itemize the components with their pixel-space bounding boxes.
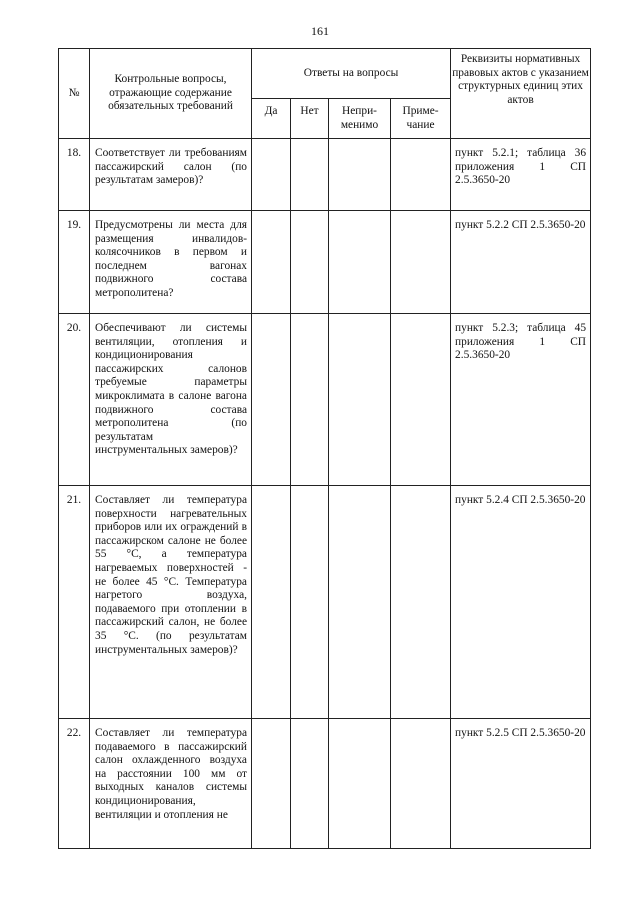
- table-row: [59, 719, 591, 849]
- answer-not-applicable-cell: [329, 486, 391, 719]
- checklist-table: [58, 48, 591, 849]
- answer-note-cell: [391, 314, 451, 486]
- answer-not-applicable-cell: [329, 314, 391, 486]
- header-not-applicable-line-1: Непри-: [342, 105, 377, 117]
- header-yes: Да: [252, 99, 291, 139]
- header-requisites: Реквизиты нормативных правовых актов с указанием структурных единиц этих актов: [451, 49, 591, 139]
- row-question: Составляет ли температура подаваемого в пассажирский салон охлажденного воздуха на расстоянии 100 мм от выходных каналов системы кондиционирования, вентиляции и отопления не: [90, 719, 252, 849]
- answer-note-cell: [391, 486, 451, 719]
- header-answers: Ответы на вопросы: [252, 49, 451, 99]
- answer-no-cell: [291, 314, 329, 486]
- header-number: №: [59, 49, 90, 139]
- page-number: 161: [311, 24, 329, 38]
- header-note-line-1: Приме-: [402, 105, 439, 117]
- row-number: 19.: [59, 211, 90, 314]
- answer-note-cell: [391, 139, 451, 211]
- answer-yes-cell: [252, 139, 291, 211]
- answer-no-cell: [291, 719, 329, 849]
- answer-not-applicable-cell: [329, 139, 391, 211]
- row-question: Предусмотрены ли места для размещения инвалидов-колясочников в первом и последнем вагонах подвижного состава метрополитена?: [90, 211, 252, 314]
- header-not-applicable: [329, 99, 391, 139]
- header-note-line-2: чание: [406, 118, 435, 131]
- answer-not-applicable-cell: [329, 719, 391, 849]
- header-note: [391, 99, 451, 139]
- row-question: Соответствует ли требованиям пассажирский салон (по результатам замеров)?: [90, 139, 252, 211]
- answer-note-cell: [391, 719, 451, 849]
- answer-no-cell: [291, 211, 329, 314]
- row-question: Обеспечивают ли системы вентиляции, отопления и кондиционирования пассажирских салонов требуемые параметры микроклимата в салоне вагона подвижного состава метрополитена (по результатам инструментальных замеров)?: [90, 314, 252, 486]
- answer-yes-cell: [252, 719, 291, 849]
- header-no: Нет: [291, 99, 329, 139]
- row-requisites: пункт 5.2.4 СП 2.5.3650-20: [451, 486, 591, 719]
- answer-no-cell: [291, 139, 329, 211]
- row-requisites: пункт 5.2.3; таблица 45 приложения 1 СП 2.5.3650-20: [451, 314, 591, 486]
- row-number: 22.: [59, 719, 90, 849]
- answer-yes-cell: [252, 211, 291, 314]
- row-number: 20.: [59, 314, 90, 486]
- row-requisites: пункт 5.2.1; таблица 36 приложения 1 СП 2.5.3650-20: [451, 139, 591, 211]
- row-question: Составляет ли температура поверхности нагревательных приборов или их ограждений в пассажирском салоне не более 55 °С, а температура нагреваемых поверхностей - не более 45 °С. Температура нагретого воздуха, подаваемого при отоплении в пассажирский салон, не более 35 °С. (по результатам инструментальных замеров)?: [90, 486, 252, 719]
- answer-not-applicable-cell: [329, 211, 391, 314]
- row-number: 18.: [59, 139, 90, 211]
- answer-note-cell: [391, 211, 451, 314]
- answer-no-cell: [291, 486, 329, 719]
- table-row: [59, 139, 591, 211]
- header-not-applicable-line-2: менимо: [340, 118, 379, 131]
- table-row: [59, 314, 591, 486]
- row-number: 21.: [59, 486, 90, 719]
- row-requisites: пункт 5.2.2 СП 2.5.3650-20: [451, 211, 591, 314]
- header-questions: Контрольные вопросы, отражающие содержание обязательных требований: [90, 49, 252, 139]
- table-row: [59, 211, 591, 314]
- table-row: [59, 486, 591, 719]
- row-requisites: пункт 5.2.5 СП 2.5.3650-20: [451, 719, 591, 849]
- answer-yes-cell: [252, 314, 291, 486]
- answer-yes-cell: [252, 486, 291, 719]
